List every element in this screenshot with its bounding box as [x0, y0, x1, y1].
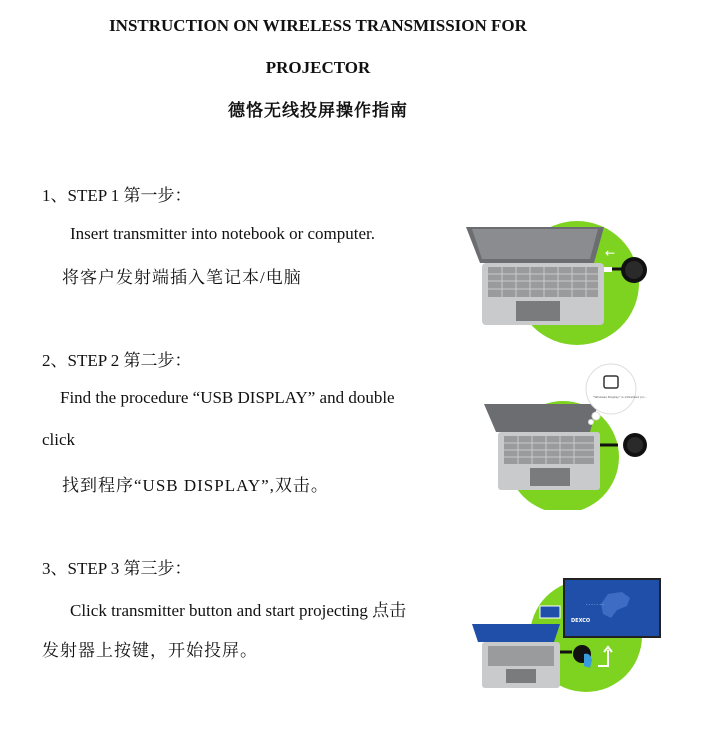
- step1-instruction-en: Insert transmitter into notebook or computer.: [70, 224, 375, 243]
- brand-label: DEXCO: [571, 618, 591, 624]
- step3-instruction-line2: 发射器上按键，开始投屏。: [42, 641, 258, 660]
- step1-instruction-cn: 将客户发射端插入笔记本/电脑: [62, 268, 302, 287]
- step2-instruction-en-line1: Find the procedure “USB DISPLAY” and double: [60, 388, 395, 407]
- document-title-line2: PROJECTOR: [265, 58, 371, 77]
- step2-instruction-en-line2: click: [42, 430, 76, 449]
- step3-heading: 3、STEP 3 第三步：: [42, 559, 192, 578]
- step1-heading: 1、STEP 1 第一步：: [42, 186, 192, 205]
- step2-illustration: [480, 362, 660, 510]
- step2-instruction-cn: 找到程序“USB DISPLAY”,双击。: [62, 476, 329, 495]
- laptop-trackpad: [516, 301, 560, 321]
- step3-illustration: [468, 576, 664, 700]
- arrow-left-icon: ←: [605, 246, 616, 260]
- laptop-screen: [472, 624, 560, 642]
- document-title-cn: 德恪无线投屏操作指南: [228, 101, 408, 120]
- popup-bubble: [586, 364, 636, 414]
- step1-illustration: [462, 205, 652, 345]
- laptop-keyboard: [488, 646, 554, 666]
- popup-text: "Wireless Display" is initialized (or...: [593, 395, 647, 399]
- laptop-trackpad: [530, 468, 570, 486]
- document-title-line1: INSTRUCTION ON WIRELESS TRANSMISSION FOR: [109, 16, 527, 35]
- step2-heading: 2、STEP 2 第二步：: [42, 351, 192, 370]
- svg-text:- - - - - - -: - - - - - - -: [586, 602, 604, 607]
- step3-instruction-line1: Click transmitter button and start projecting 点击: [70, 601, 407, 620]
- laptop-screen: [484, 404, 598, 432]
- laptop-keyboard: [488, 267, 598, 297]
- laptop-trackpad: [506, 669, 536, 683]
